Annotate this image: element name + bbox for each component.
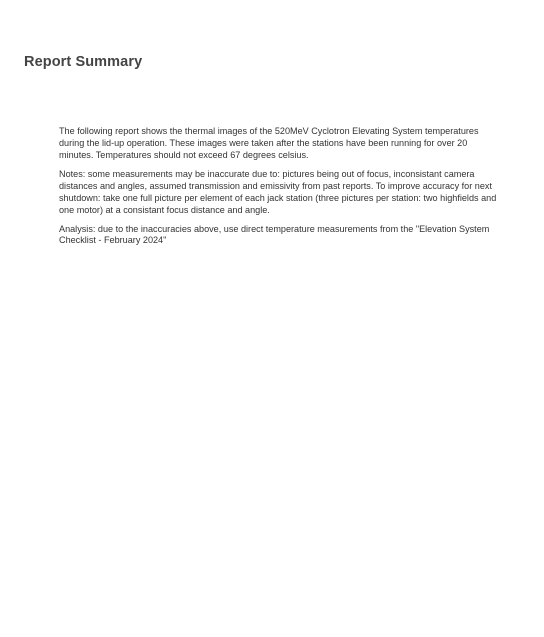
analysis-paragraph: Analysis: due to the inaccuracies above, use direct temperature measurements from the "Elevation System Checklist - February 2024": [59, 223, 490, 246]
intro-paragraph: The following report shows the thermal images of the 520MeV Cyclotron Elevating System temperatures during the lid-up operation. These images were taken after the stations have been running for over 20 minutes. Temperatures should not exceed 67 degrees celsius.: [59, 126, 479, 160]
report-summary-body: [59, 126, 504, 247]
notes-paragraph: Notes: some measurements may be inaccurate due to: pictures being out of focus, inconsistant camera distances and angles, assumed transmission and emissivity from past reports. To improve accuracy for next shutdown: take one full picture per element of each jack station (three pictures per station: two highfields and one motor) at a consistant focus distance and angle.: [59, 169, 497, 215]
page-title: Report Summary: [24, 54, 143, 70]
